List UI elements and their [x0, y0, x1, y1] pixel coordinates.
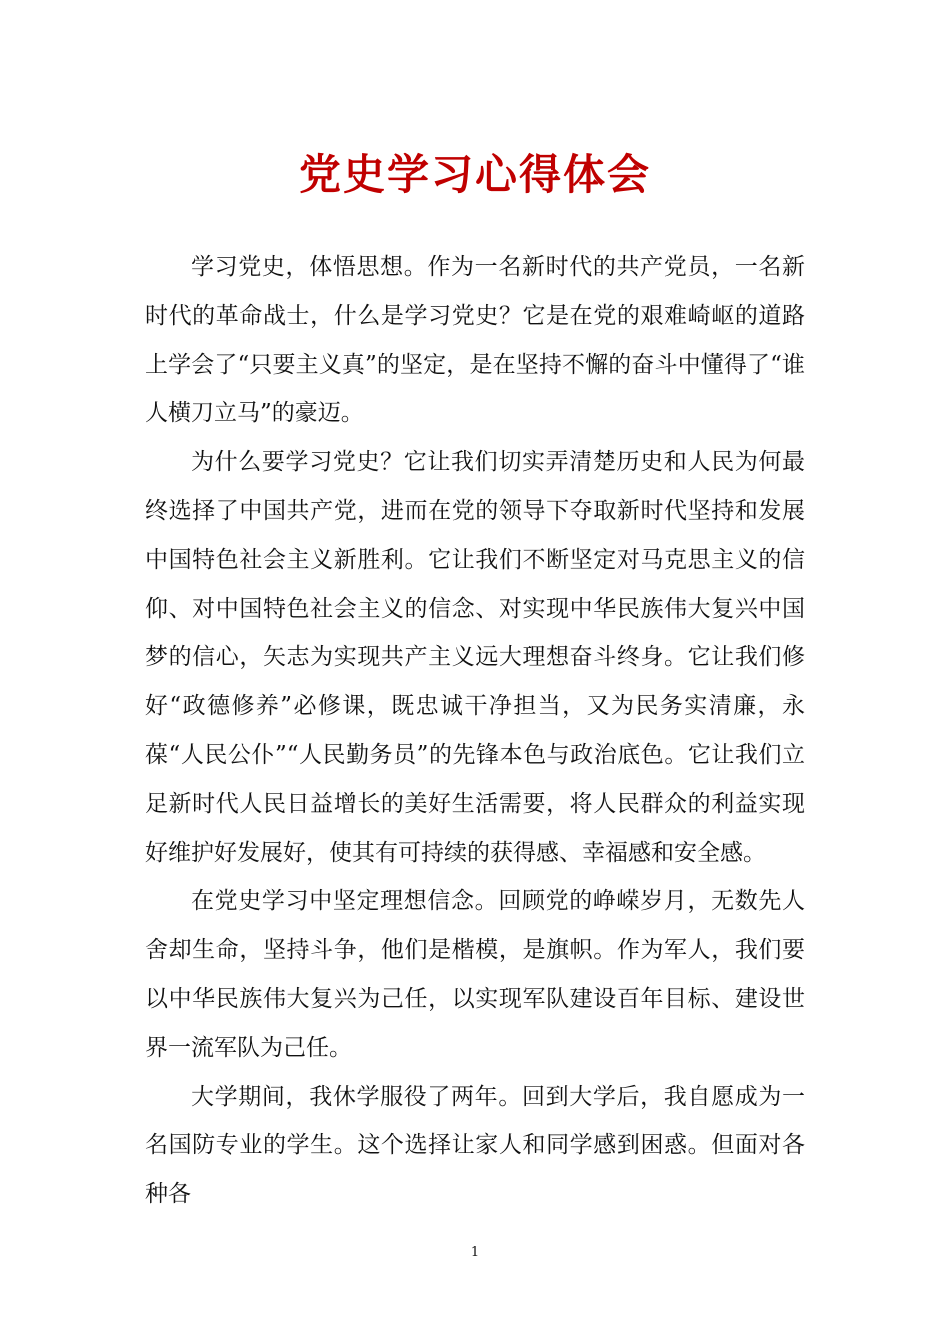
- body-paragraph-4: 大学期间，我休学服役了两年。回到大学后，我自愿成为一名国防专业的学生。这个选择让家人和同学感到困惑。但面对各种各: [145, 1083, 805, 1208]
- page-number: 1: [470, 1245, 480, 1260]
- body-paragraph-2: 为什么要学习党史？它让我们切实弄清楚历史和人民为何最终选择了中国共产党，进而在党的领导下夺取新时代坚持和发展中国特色社会主义新胜利。它让我们不断坚定对马克思主义的信仰、对中国特色社会主义的信念、对实现中华民族伟大复兴中国梦的信心，矢志为实现共产主义远大理想奋斗终身。它让我们修好“政德修养”必修课，既忠诚干净担当，又为民务实清廉，永葆“人民公仆”“人民勤务员”的先锋本色与政治底色。它让我们立足新时代人民日益增长的美好生活需要，将人民群众的利益实现好维护好发展好，使其有可持续的获得感、幸福感和安全感。: [145, 449, 805, 866]
- body-paragraph-3: 在党史学习中坚定理想信念。回顾党的峥嵘岁月，无数先人舍却生命，坚持斗争，他们是楷模，是旗帜。作为军人，我们要以中华民族伟大复兴为己任，以实现军队建设百年目标、建设世界一流军队为己任。: [145, 888, 805, 1061]
- document-title: 党史学习心得体会: [298, 150, 651, 199]
- body-paragraph-1: 学习党史，体悟思想。作为一名新时代的共产党员，一名新时代的革命战士，什么是学习党史？它是在党的艰难崎岖的道路上学会了“只要主义真”的坚定，是在坚持不懈的奋斗中懂得了“谁人横刀立马”的豪迈。: [145, 254, 805, 427]
- document-body: [145, 243, 805, 1219]
